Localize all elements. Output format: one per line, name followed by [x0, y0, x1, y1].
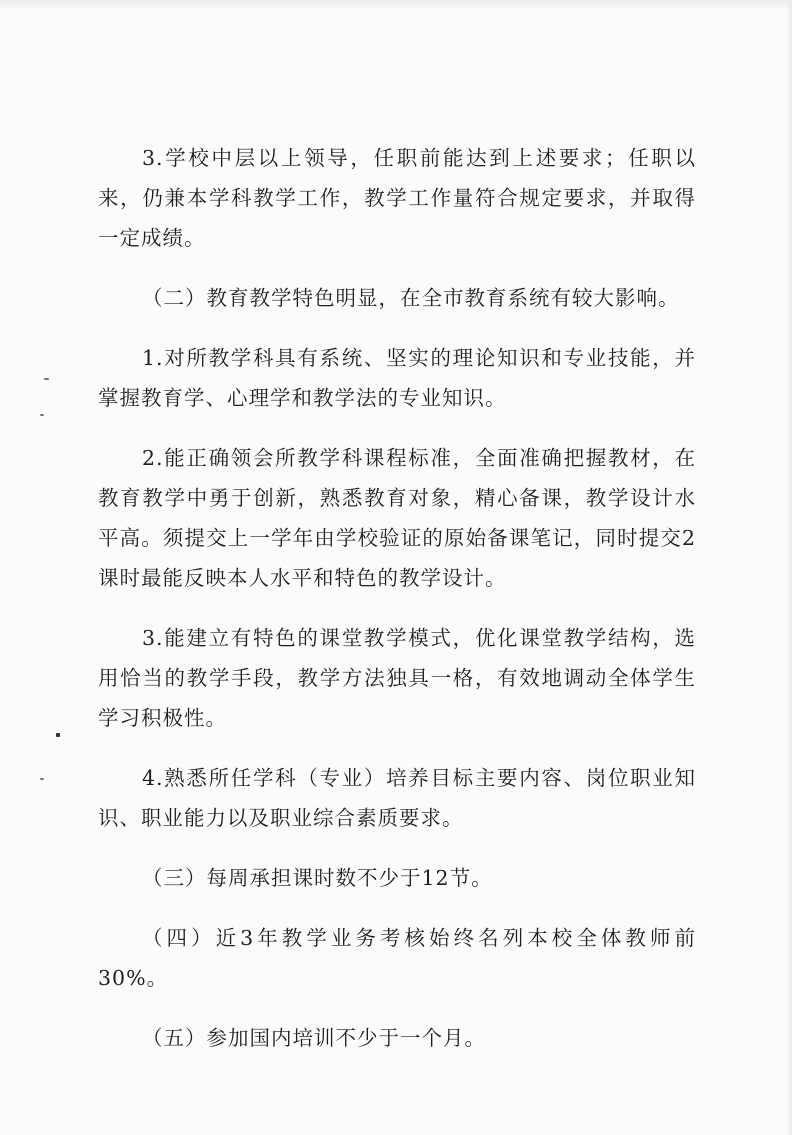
paragraph-training-goals: 4.熟悉所任学科（专业）培养目标主要内容、岗位职业知识、职业能力以及职业综合素质要求。	[98, 766, 696, 830]
paragraph-teaching-mode: 3.能建立有特色的课堂教学模式，优化课堂教学结构，选用恰当的教学手段，教学方法独具一格，有效地调动全体学生学习积极性。	[98, 626, 696, 730]
paragraph-leader-requirement: 3.学校中层以上领导，任职前能达到上述要求；任职以来，仍兼本学科教学工作，教学工作量符合规定要求，并取得一定成绩。	[98, 146, 696, 250]
section-heading-five: （五）参加国内培训不少于一个月。	[142, 1026, 486, 1050]
scan-edge-top	[0, 0, 792, 10]
section-heading-two: （二）教育教学特色明显，在全市教育系统有较大影响。	[142, 286, 680, 310]
scan-edge-right	[786, 0, 792, 1135]
paragraph-curriculum: 2.能正确领会所教学科课程标准，全面准确把握教材，在教育教学中勇于创新，熟悉教育对象，精心备课，教学设计水平高。须提交上一学年由学校验证的原始备课笔记，同时提交2课时最能反映本人水平和特色的教学设计。	[98, 446, 696, 590]
scan-speck	[40, 778, 44, 780]
document-body	[98, 138, 696, 1058]
paragraph-knowledge: 1.对所教学科具有系统、坚实的理论知识和专业技能，并掌握教育学、心理学和教学法的专业知识。	[98, 346, 696, 410]
section-heading-three: （三）每周承担课时数不少于12节。	[142, 866, 493, 890]
section-heading-four: （四）近3年教学业务考核始终名列本校全体教师前30%。	[98, 926, 696, 990]
scan-speck	[44, 378, 49, 380]
scan-speck	[40, 414, 44, 416]
scan-speck	[56, 733, 60, 737]
